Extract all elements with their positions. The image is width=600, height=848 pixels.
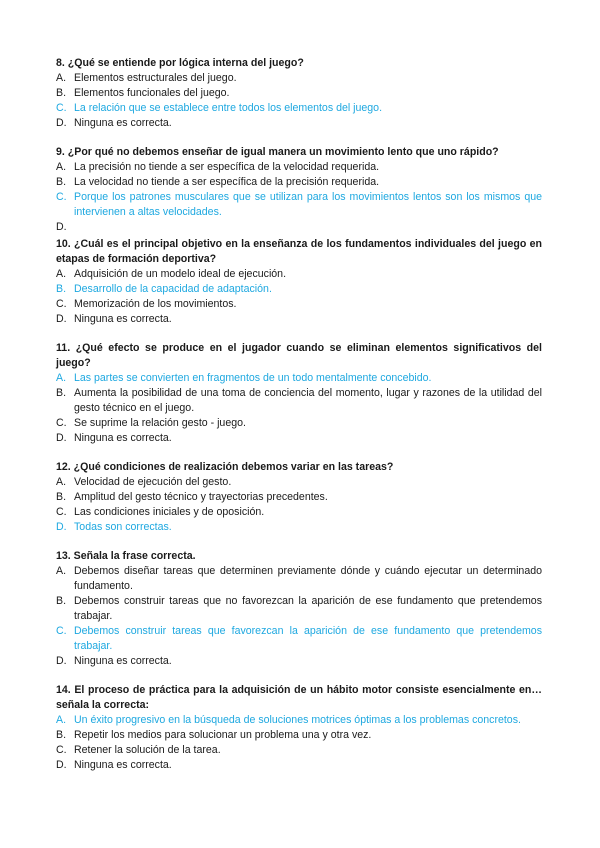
answer-option-correct: D. Todas son correctas. — [56, 521, 172, 533]
question-12 — [56, 460, 542, 535]
answer-option: D. — [56, 221, 67, 233]
question-title: 10. ¿Cuál es el principal objetivo en la enseñanza de los fundamentos individuales del juego en etapas de formación deportiva? — [56, 238, 542, 265]
question-10 — [56, 237, 542, 327]
answer-option: D. Ninguna es correcta. — [56, 655, 172, 667]
question-9 — [56, 145, 542, 235]
answer-option: C. Retener la solución de la tarea. — [56, 744, 221, 756]
question-14 — [56, 683, 542, 773]
answer-option: A. Velocidad de ejecución del gesto. — [56, 476, 232, 488]
answer-option: B. Debemos construir tareas que no favorezcan la aparición de ese fundamento que pretendemos trabajar. — [56, 595, 542, 622]
answer-option: B. Aumenta la posibilidad de una toma de conciencia del momento, lugar y razones de la utilidad del gesto técnico en el juego. — [56, 387, 542, 414]
answer-option: A. Debemos diseñar tareas que determinen previamente dónde y cuándo ejecutar un determinado fundamento. — [56, 565, 542, 592]
answer-option: C. Se suprime la relación gesto - juego. — [56, 417, 246, 429]
question-title: 14. El proceso de práctica para la adquisición de un hábito motor consiste esencialmente en… señala la correcta: — [56, 684, 542, 711]
quiz-page — [56, 56, 542, 787]
answer-option-correct: C. La relación que se establece entre todos los elementos del juego. — [56, 102, 383, 114]
question-title: 11. ¿Qué efecto se produce en el jugador cuando se eliminan elementos significativos del juego? — [56, 342, 542, 369]
answer-option: B. Elementos funcionales del juego. — [56, 87, 230, 99]
answer-option: D. Ninguna es correcta. — [56, 432, 172, 444]
question-title: 12. ¿Qué condiciones de realización debemos variar en las tareas? — [56, 461, 394, 473]
answer-option: D. Ninguna es correcta. — [56, 759, 172, 771]
answer-option: D. Ninguna es correcta. — [56, 117, 172, 129]
answer-option-correct: C. Porque los patrones musculares que se utilizan para los movimientos lentos son los mismos que intervienen a altas velocidades. — [56, 191, 542, 218]
answer-option: C. Las condiciones iniciales y de oposición. — [56, 506, 265, 518]
answer-option: A. Adquisición de un modelo ideal de ejecución. — [56, 268, 287, 280]
answer-option-correct: B. Desarrollo de la capacidad de adaptación. — [56, 283, 272, 295]
answer-option: A. Elementos estructurales del juego. — [56, 72, 237, 84]
question-title: 9. ¿Por qué no debemos enseñar de igual manera un movimiento lento que uno rápido? — [56, 146, 499, 158]
answer-option: B. La velocidad no tiende a ser específica de la precisión requerida. — [56, 176, 380, 188]
answer-option: D. Ninguna es correcta. — [56, 313, 172, 325]
answer-option-correct: C. Debemos construir tareas que favorezcan la aparición de ese fundamento que pretendemos trabajar. — [56, 625, 542, 652]
answer-option-correct: A. Las partes se convierten en fragmentos de un todo mentalmente concebido. — [56, 372, 432, 384]
answer-option: B. Repetir los medios para solucionar un problema una y otra vez. — [56, 729, 372, 741]
answer-option: C. Memorización de los movimientos. — [56, 298, 237, 310]
question-title: 8. ¿Qué se entiende por lógica interna del juego? — [56, 57, 304, 69]
answer-option: A. La precisión no tiende a ser específica de la velocidad requerida. — [56, 161, 380, 173]
question-title: 13. Señala la frase correcta. — [56, 550, 196, 562]
question-8 — [56, 56, 542, 131]
answer-option: B. Amplitud del gesto técnico y trayectorias precedentes. — [56, 491, 328, 503]
question-13 — [56, 549, 542, 669]
question-11 — [56, 341, 542, 446]
answer-option-correct: A. Un éxito progresivo en la búsqueda de soluciones motrices óptimas a los problemas concretos. — [56, 714, 521, 726]
